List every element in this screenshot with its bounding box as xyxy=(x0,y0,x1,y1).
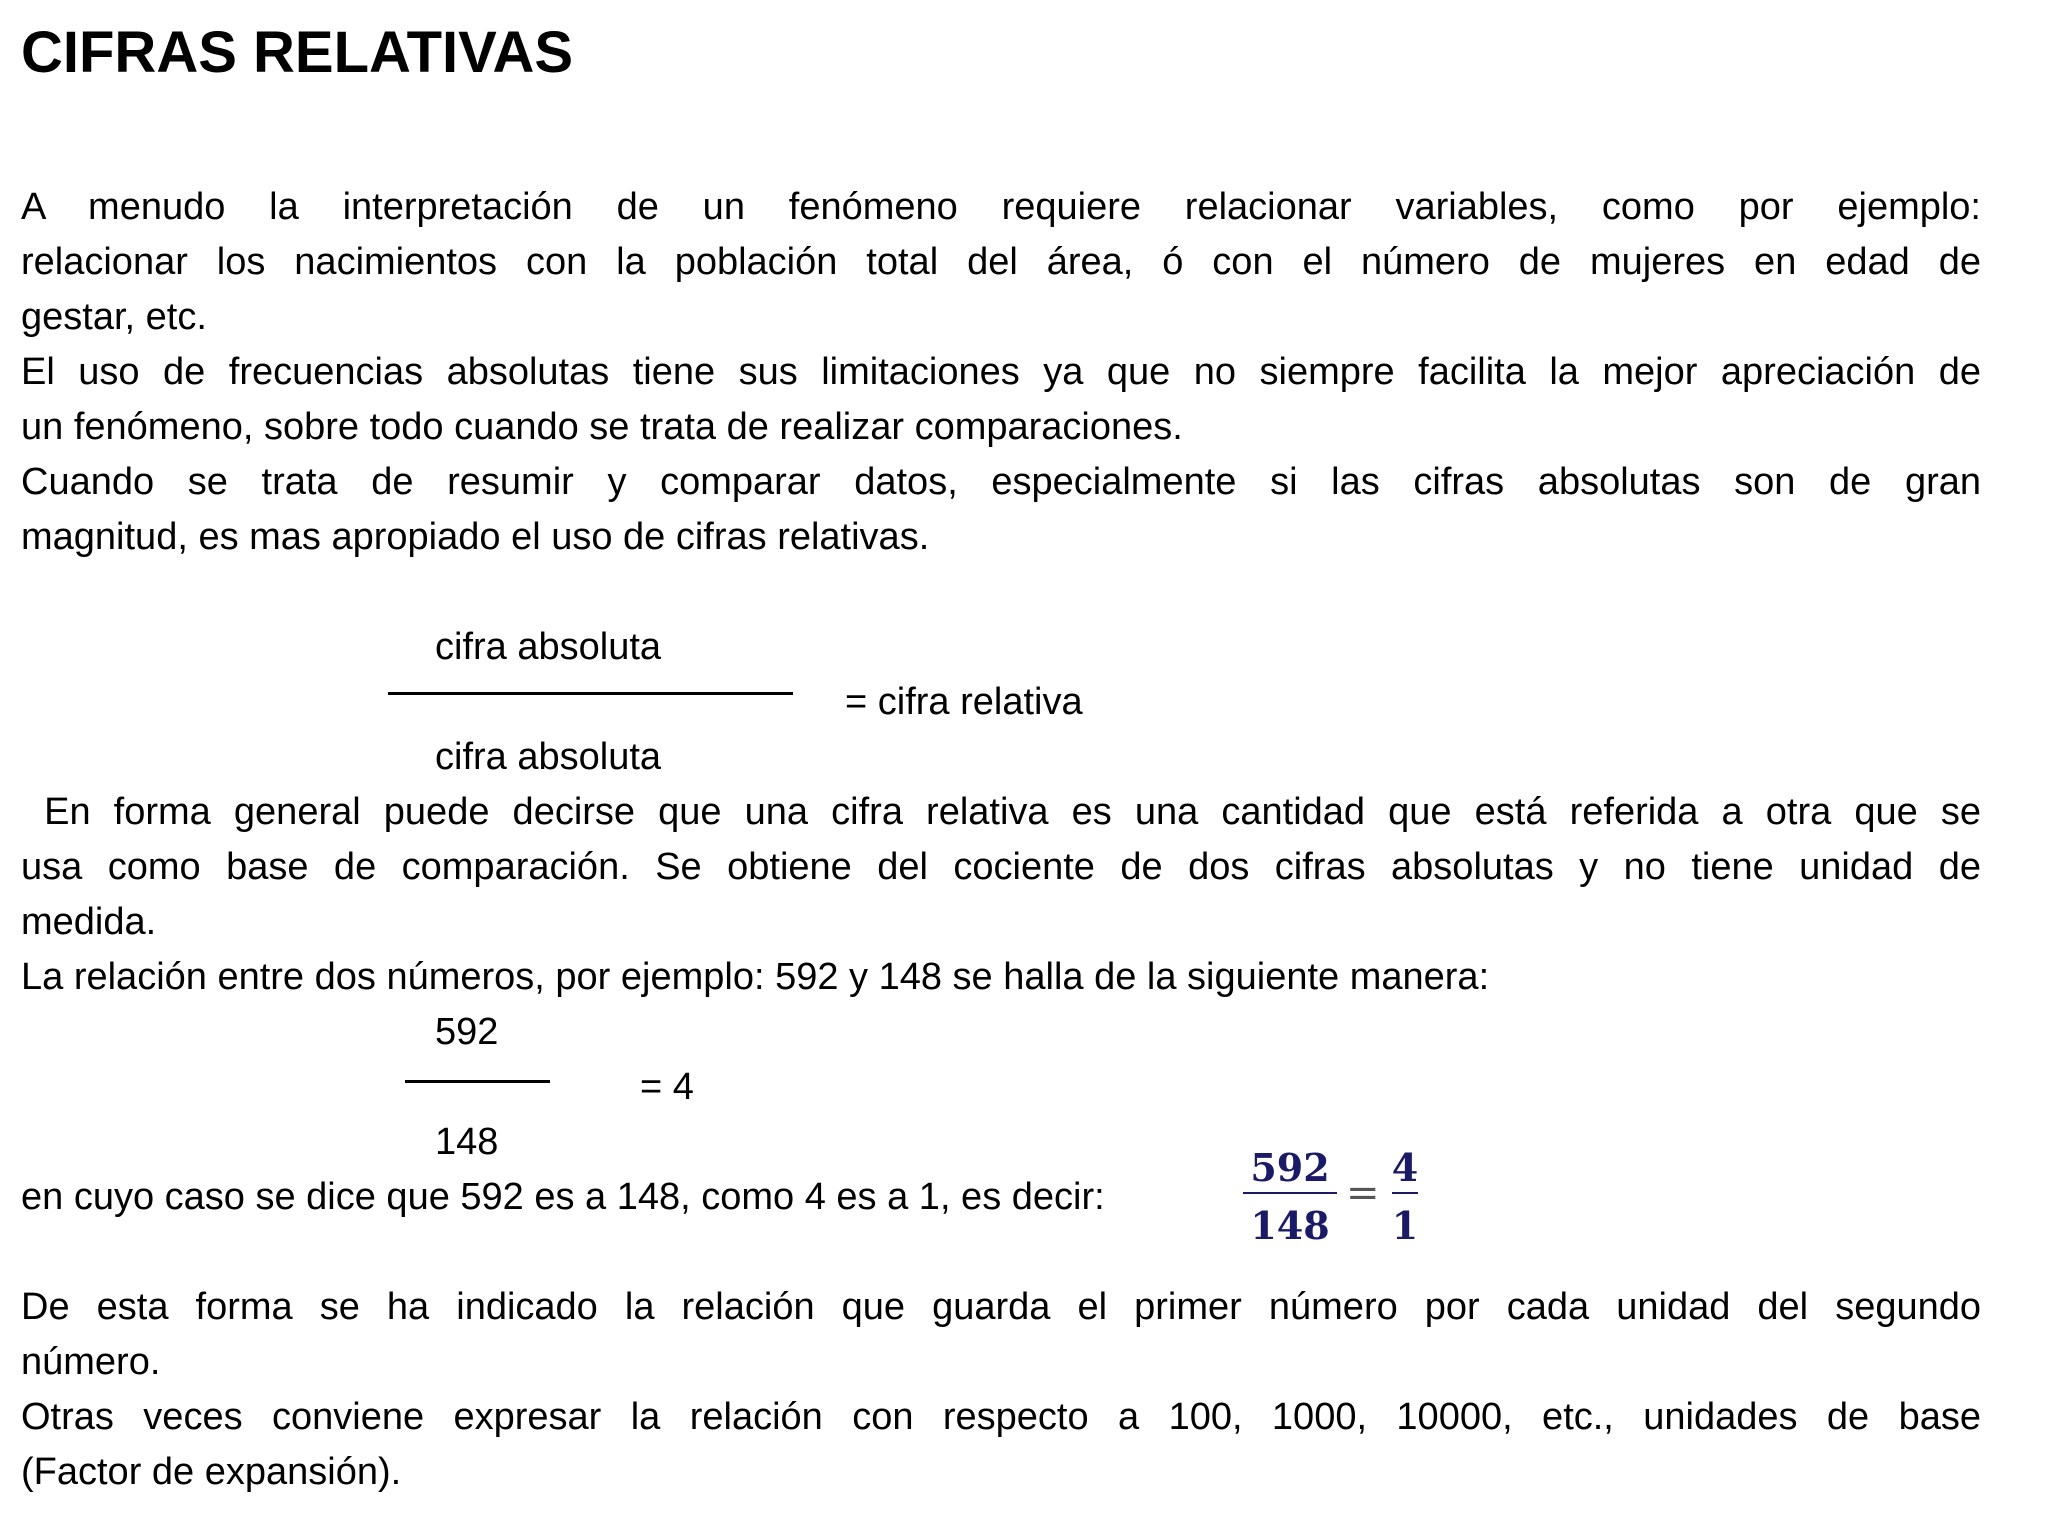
formula-3-left-fraction-line xyxy=(1243,1192,1337,1194)
formula-3-left-numerator: 592 xyxy=(1250,1145,1330,1190)
paragraph-4-line-2: usa como base de comparación. Se obtiene del cociente de dos cifras absolutas y no tiene unidad de xyxy=(21,846,1981,888)
paragraph-1-line-2: relacionar los nacimientos con la población total del área, ó con el número de mujeres en edad de xyxy=(21,241,1981,283)
paragraph-2-line-2: un fenómeno, sobre todo cuando se trata de realizar comparaciones. xyxy=(21,406,1183,448)
paragraph-4-line-3: medida. xyxy=(21,901,157,943)
paragraph-7-line-2: número. xyxy=(21,1341,161,1383)
paragraph-3-line-1: Cuando se trata de resumir y comparar datos, especialmente si las cifras absolutas son de gran xyxy=(21,461,1981,503)
formula-3-right-numerator: 4 xyxy=(1391,1145,1419,1190)
formula-3-equals: = xyxy=(1346,1170,1380,1216)
formula-1-fraction-line xyxy=(388,692,793,695)
formula-3-right-denominator: 1 xyxy=(1391,1203,1419,1248)
paragraph-4-line-1: En forma general puede decirse que una cifra relativa es una cantidad que está referida a otra que se xyxy=(21,791,1981,833)
formula-2-result: = 4 xyxy=(640,1066,694,1108)
formula-1-numerator: cifra absoluta xyxy=(435,626,662,668)
paragraph-8-line-2: (Factor de expansión). xyxy=(21,1451,402,1493)
paragraph-6-line-1: en cuyo caso se dice que 592 es a 148, como 4 es a 1, es decir: xyxy=(21,1176,1105,1218)
page-title: CIFRAS RELATIVAS xyxy=(21,20,574,85)
paragraph-7-line-1: De esta forma se ha indicado la relación que guarda el primer número por cada unidad del segundo xyxy=(21,1286,1981,1328)
paragraph-1-line-1: A menudo la interpretación de un fenómeno requiere relacionar variables, como por ejemplo: xyxy=(21,186,1981,228)
formula-3-left-denominator: 148 xyxy=(1250,1203,1330,1248)
formula-1-result: = cifra relativa xyxy=(845,681,1083,723)
formula-2-denominator: 148 xyxy=(435,1121,499,1163)
paragraph-5-line-1: La relación entre dos números, por ejemplo: 592 y 148 se halla de la siguiente manera: xyxy=(21,956,1490,998)
formula-1-denominator: cifra absoluta xyxy=(435,736,662,778)
paragraph-2-line-1: El uso de frecuencias absolutas tiene sus limitaciones ya que no siempre facilita la mejor apreciación de xyxy=(21,351,1981,393)
paragraph-3-line-2: magnitud, es mas apropiado el uso de cifras relativas. xyxy=(21,516,930,558)
paragraph-8-line-1: Otras veces conviene expresar la relación con respecto a 100, 1000, 10000, etc., unidades de base xyxy=(21,1396,1981,1438)
formula-3-right-fraction-line xyxy=(1392,1192,1418,1194)
formula-2-numerator: 592 xyxy=(435,1011,499,1053)
paragraph-1-line-3: gestar, etc. xyxy=(21,296,207,338)
formula-2-fraction-line xyxy=(405,1080,550,1083)
